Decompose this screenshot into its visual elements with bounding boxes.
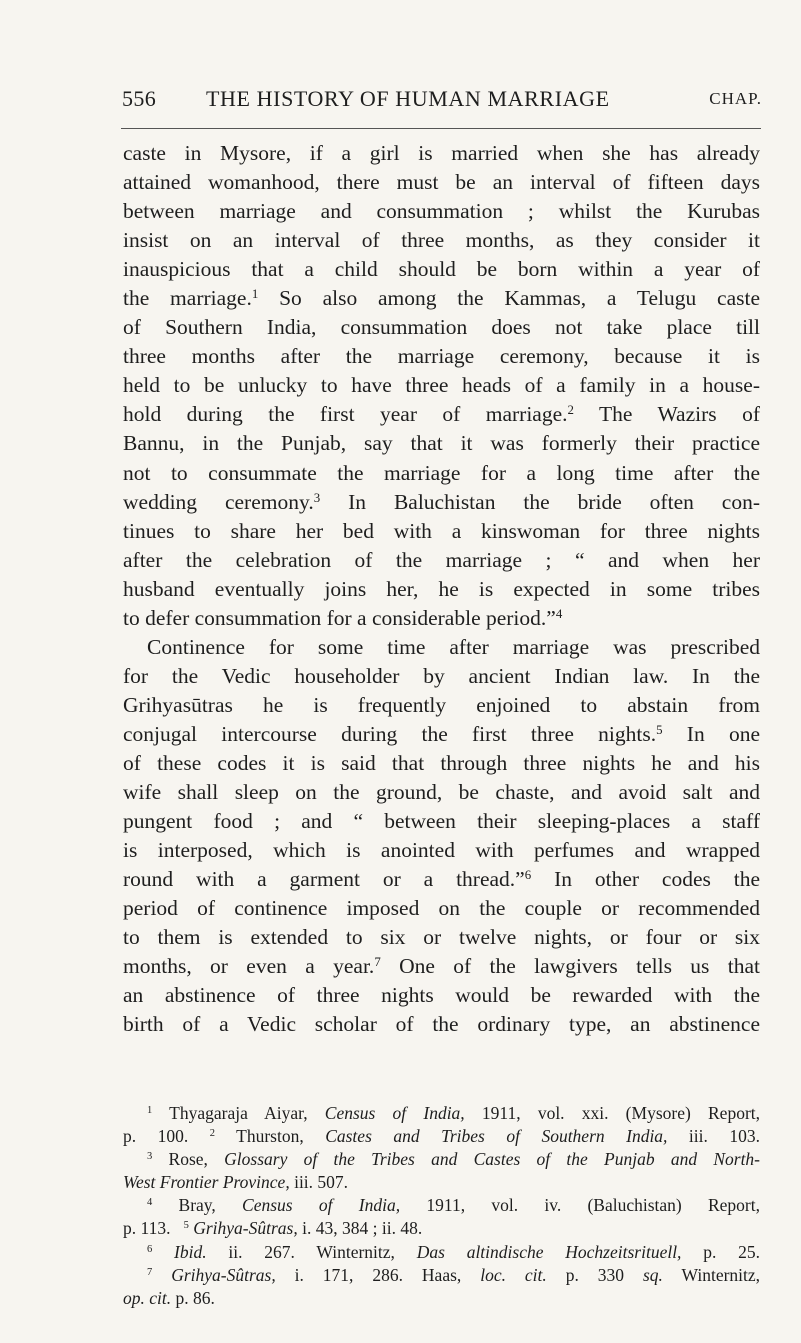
body-line: the marriage.$^1$ So also among the Kammas, a Telugu caste [123, 286, 760, 311]
body-line: birth of a Vedic scholar of the ordinary type, an abstinence [123, 1012, 760, 1037]
footnote-marker: 6 [147, 1243, 153, 1255]
footnote-ref[interactable]: 7 [374, 955, 381, 970]
footnote-marker: 7 [147, 1266, 153, 1278]
body-line: held to be unlucky to have three heads of a family in a house- [123, 373, 760, 398]
footnote-line: p. 100. $^2$ Thurston, Castes and Tribes of Southern India, iii. 103. [123, 1126, 760, 1147]
footnotes [123, 1102, 760, 1310]
footnote-ref[interactable]: 2 [567, 403, 574, 418]
footnote-ref[interactable]: 6 [524, 868, 532, 883]
body-line: wife shall sleep on the ground, be chaste, and avoid salt and [123, 780, 760, 805]
footnote-line: p. 113. $^5$ Grihya-Sûtras, i. 43, 384 ; ii. 48. [123, 1218, 423, 1239]
footnote-ref[interactable]: 1 [251, 287, 259, 302]
footnote-marker: 2 [209, 1128, 215, 1140]
body-line: inauspicious that a child should be born within a year of [123, 257, 760, 282]
body-line: round with a garment or a thread.”$^6$ In other codes the [123, 867, 760, 892]
body-line: Grihyasūtras he is frequently enjoined to abstain from [123, 692, 760, 717]
body-line: conjugal intercourse during the first three nights.$^5$ In one [123, 721, 760, 746]
body-line: months, or even a year.$^7$ One of the lawgivers tells us that [123, 954, 760, 979]
body-line: is interposed, which is anointed with perfumes and wrapped [123, 838, 760, 863]
footnote-line: $^7$ Grihya-Sûtras, i. 171, 286. Haas, loc. cit. p. 330 sq. Winternitz, [147, 1264, 760, 1285]
body-line: insist on an interval of three months, as they consider it [123, 228, 760, 253]
body-line: Bannu, in the Punjab, say that it was formerly their practice [123, 431, 760, 456]
body-line: to defer consummation for a considerable period.”$^4$ [123, 605, 563, 630]
running-title: THE HISTORY OF HUMAN MARRIAGE [206, 86, 610, 111]
body-line: tinues to share her bed with a kinswoman for three nights [123, 518, 760, 543]
footnote-marker: 3 [147, 1151, 153, 1163]
body-line: pungent food ; and “ between their sleeping-places a staff [123, 809, 760, 834]
body-text [123, 139, 760, 1039]
body-line: of Southern India, consummation does not take place till [123, 315, 760, 340]
footnote-marker: 1 [147, 1105, 153, 1117]
body-line: to them is extended to six or twelve nights, or four or six [123, 925, 760, 950]
footnote-line: $^6$ Ibid. ii. 267. Winternitz, Das altindische Hochzeitsrituell, p. 25. [147, 1241, 760, 1262]
body-line: husband eventually joins her, he is expected in some tribes [123, 576, 760, 601]
footnote-line: $^4$ Bray, Census of India, 1911, vol. iv. (Baluchistan) Report, [147, 1195, 760, 1216]
chapter-label: CHAP. [709, 89, 762, 108]
footnote-line: West Frontier Province, iii. 507. [123, 1172, 349, 1193]
page-number: 556 [122, 86, 157, 111]
body-line: an abstinence of three nights would be rewarded with the [123, 983, 760, 1008]
body-line: caste in Mysore, if a girl is married when she has already [123, 141, 760, 165]
body-line: not to consummate the marriage for a long time after the [123, 460, 760, 485]
footnote-ref[interactable]: 5 [656, 722, 663, 737]
body-line: Continence for some time after marriage was prescribed [147, 634, 760, 659]
body-line: hold during the first year of marriage.$^2$ The Wazirs of [123, 402, 760, 427]
footnote-line: $^3$ Rose, Glossary of the Tribes and Castes of the Punjab and North- [147, 1149, 760, 1170]
running-header [122, 86, 762, 112]
footnote-ref[interactable]: 4 [555, 606, 563, 621]
footnote-marker: 5 [183, 1220, 189, 1232]
body-line: wedding ceremony.$^3$ In Baluchistan the bride often con- [123, 489, 760, 514]
body-line: after the celebration of the marriage ; “ and when her [123, 547, 760, 572]
body-line: of these codes it is said that through three nights he and his [123, 750, 760, 775]
body-line: for the Vedic householder by ancient Indian law. In the [123, 663, 760, 688]
body-line: attained womanhood, there must be an interval of fifteen days [123, 170, 760, 195]
footnote-line: $^1$ Thyagaraja Aiyar, Census of India, 1911, vol. xxi. (Mysore) Report, [147, 1103, 760, 1123]
footnote-ref[interactable]: 3 [313, 490, 321, 505]
footnote-line: op. cit. p. 86. [123, 1287, 215, 1308]
body-line: period of continence imposed on the couple or recommended [123, 896, 760, 921]
body-line: three months after the marriage ceremony, because it is [123, 344, 760, 369]
footnote-marker: 4 [147, 1197, 153, 1209]
header-rule [121, 128, 761, 129]
body-line: between marriage and consummation ; whilst the Kurubas [123, 199, 760, 224]
